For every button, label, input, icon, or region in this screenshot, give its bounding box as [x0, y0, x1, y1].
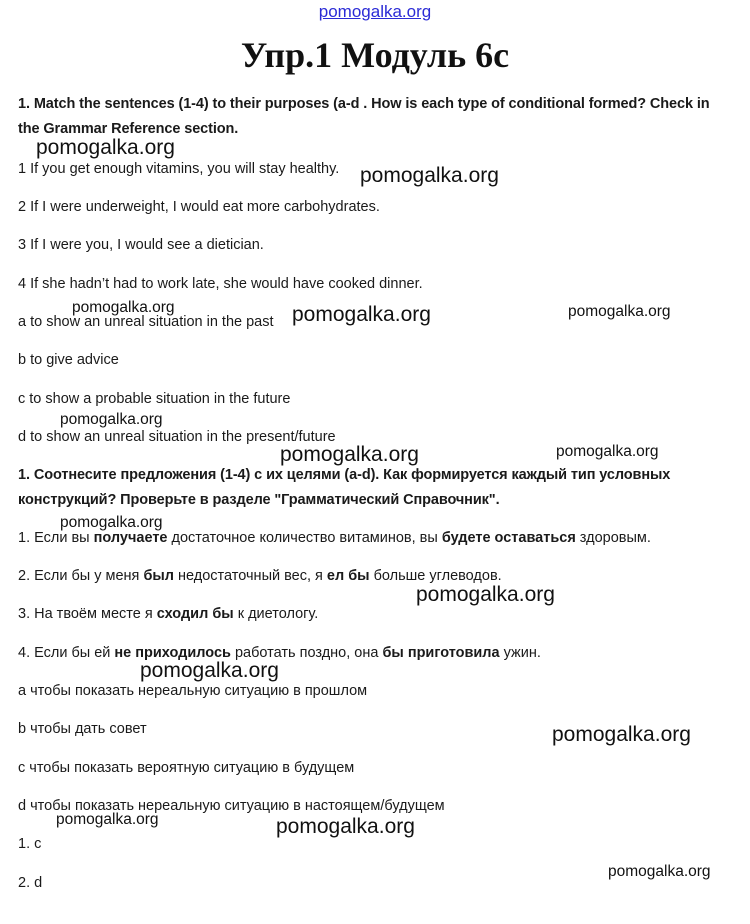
watermark: pomogalka.org	[556, 443, 659, 460]
watermark: pomogalka.org	[60, 411, 163, 428]
watermark: pomogalka.org	[36, 136, 175, 159]
watermark: pomogalka.org	[568, 303, 671, 320]
watermark: pomogalka.org	[552, 723, 691, 746]
english-purpose-a: a to show an unreal situation in the past	[18, 314, 274, 330]
watermark: pomogalka.org	[140, 659, 279, 682]
russian-sentence-2: 2. Если бы у меня был недостаточный вес, я ел бы больше углеводов.	[18, 568, 502, 584]
russian-purpose-c: c чтобы показать вероятную ситуацию в будущем	[18, 760, 355, 776]
russian-purpose-b: b чтобы дать совет	[18, 721, 147, 737]
watermark: pomogalka.org	[56, 811, 159, 828]
english-instruction: 1. Match the sentences (1-4) to their purposes (a-d . How is each type of conditional formed? Check in the Grammar Reference section.	[18, 96, 710, 137]
watermark: pomogalka.org	[72, 299, 175, 316]
site-link[interactable]: pomogalka.org	[318, 2, 432, 21]
watermark: pomogalka.org	[416, 583, 555, 606]
english-sentence-1: 1 If you get enough vitamins, you will stay healthy.	[18, 161, 340, 177]
russian-sentence-1: 1. Если вы получаете достаточное количество витаминов, вы будете оставаться здоровым.	[18, 530, 651, 546]
english-sentence-4: 4 If she hadn’t had to work late, she would have cooked dinner.	[18, 276, 423, 292]
watermark: pomogalka.org	[60, 514, 163, 531]
russian-purpose-d: d чтобы показать нереальную ситуацию в настоящем/будущем	[18, 798, 445, 814]
answer-2: 2. d	[18, 875, 43, 891]
russian-instruction: 1. Соотнесите предложения (1-4) с их целями (a-d). Как формируется каждый тип условных конструкций? Проверьте в разделе "Грамматический Справочник".	[18, 467, 671, 508]
watermark: pomogalka.org	[276, 815, 415, 838]
watermark: pomogalka.org	[608, 863, 711, 880]
watermark: pomogalka.org	[280, 443, 419, 466]
russian-sentence-4: 4. Если бы ей не приходилось работать поздно, она бы приготовила ужин.	[18, 645, 541, 661]
watermark: pomogalka.org	[292, 303, 431, 326]
russian-sentence-3: 3. На твоём месте я сходил бы к диетологу.	[18, 606, 319, 622]
russian-purpose-a: a чтобы показать нереальную ситуацию в прошлом	[18, 683, 368, 699]
english-purpose-c: c to show a probable situation in the future	[18, 391, 291, 407]
english-sentence-2: 2 If I were underweight, I would eat more carbohydrates.	[18, 199, 380, 215]
english-purpose-b: b to give advice	[18, 352, 119, 368]
english-purpose-d: d to show an unreal situation in the present/future	[18, 429, 336, 445]
answer-1: 1. c	[18, 836, 42, 852]
page-title: Упр.1 Модуль 6с	[240, 35, 510, 75]
english-sentence-3: 3 If I were you, I would see a dietician.	[18, 237, 264, 253]
watermark: pomogalka.org	[360, 164, 499, 187]
